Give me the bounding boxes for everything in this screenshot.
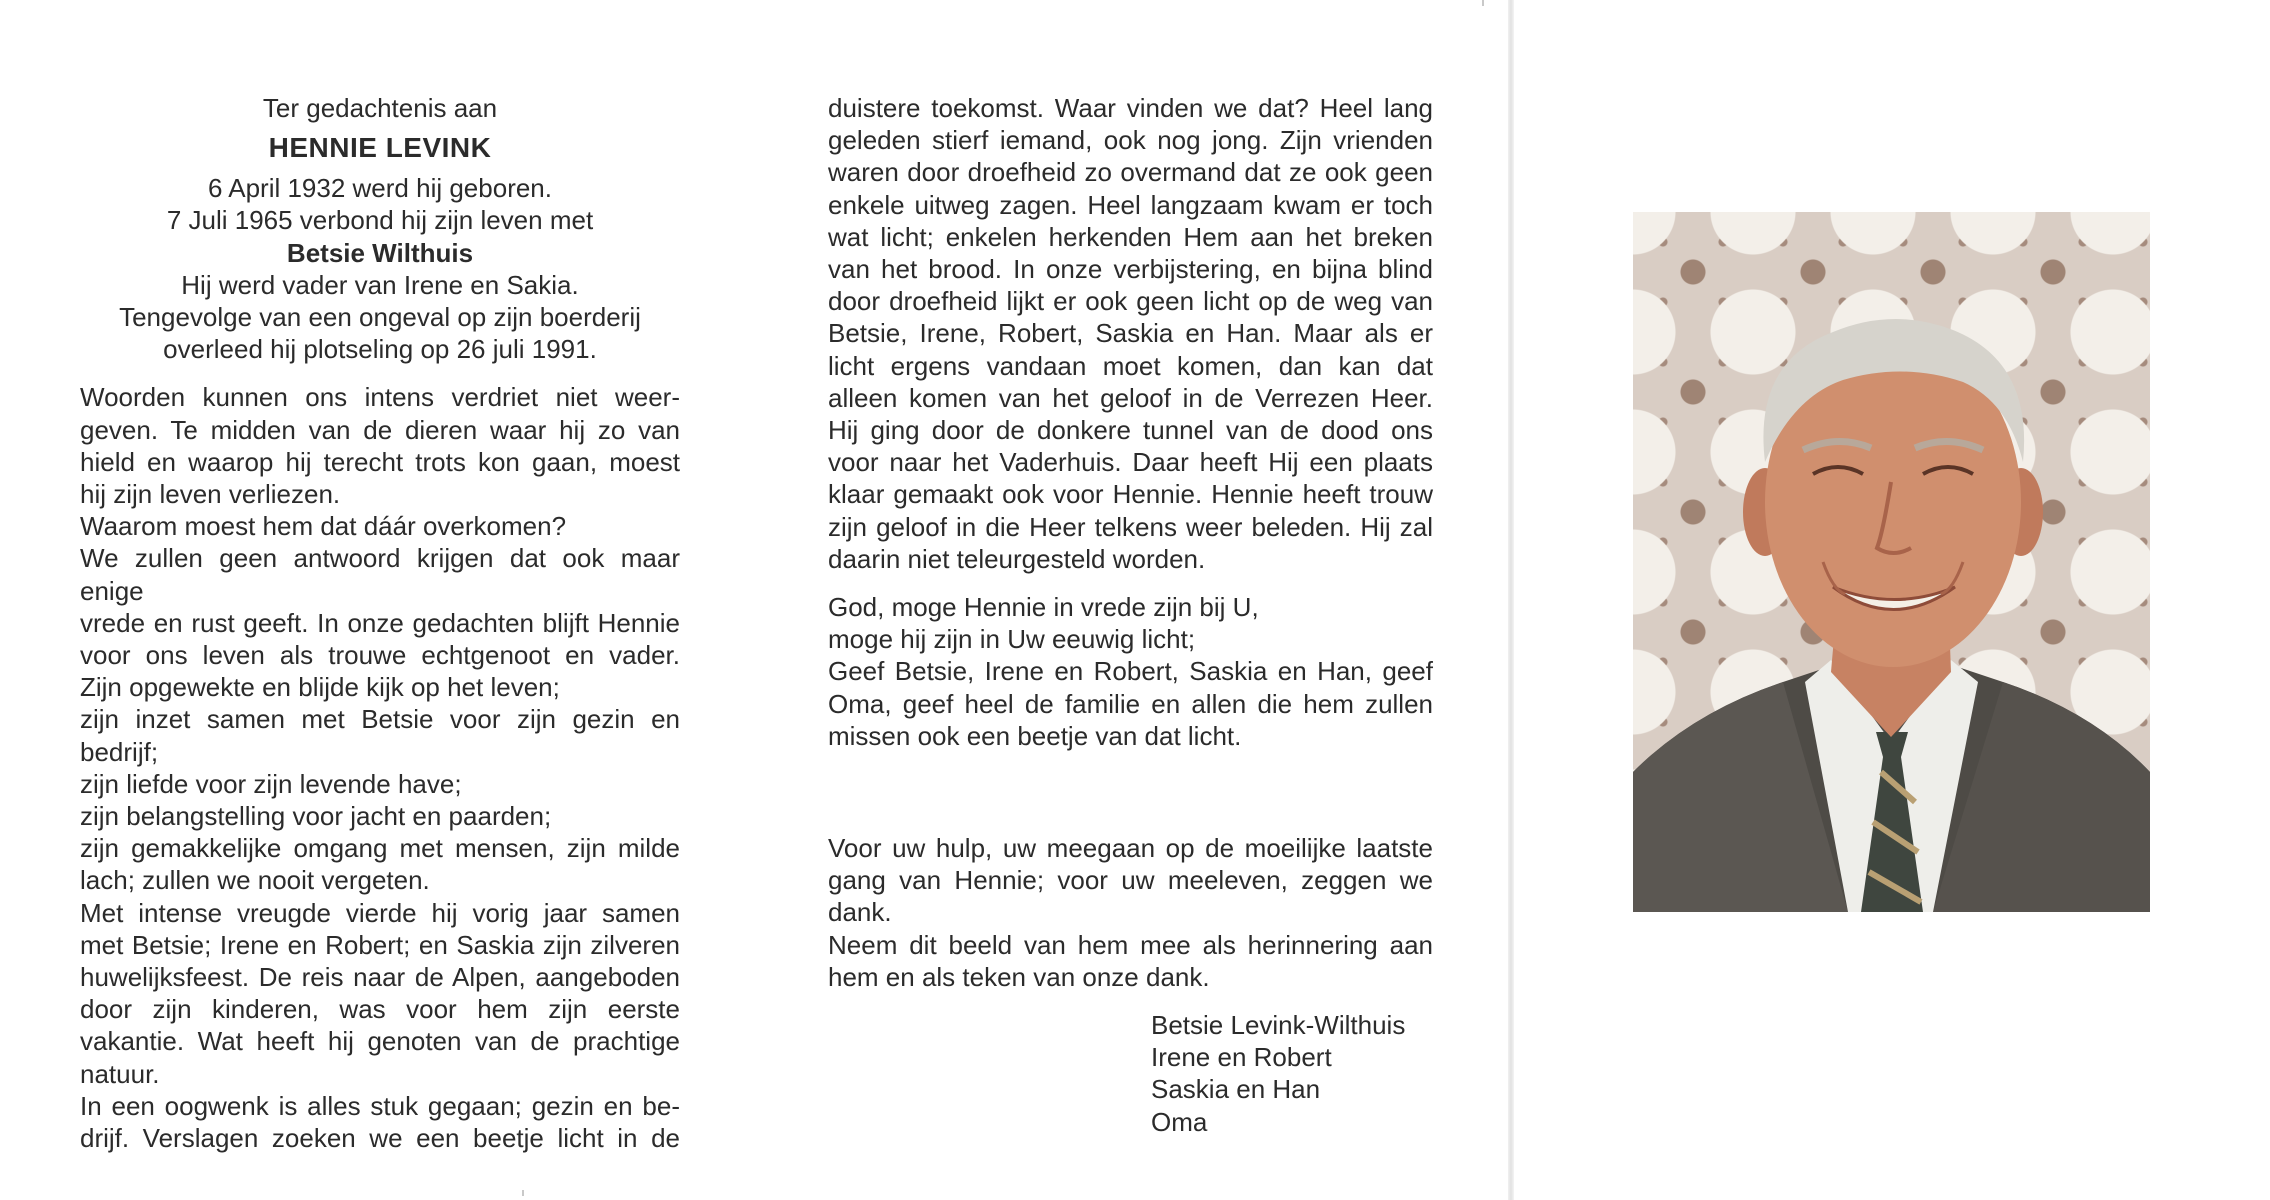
signature-line: Irene en Robert [1151, 1042, 1332, 1073]
left-column [80, 92, 680, 1154]
memorial-header [80, 92, 680, 365]
birth-line: 6 April 1932 werd hij geboren. [207, 173, 552, 204]
print-mark [1482, 0, 1484, 6]
prayer-line: Geef Betsie, Irene en Robert, Saskia en Han, geef [828, 656, 1433, 687]
text-line: met Betsie; Irene en Robert; en Saskia zijn zilveren [80, 929, 680, 960]
text-line: vrede en rust geeft. In onze gedachten blijft Hennie [80, 607, 680, 638]
text-line: drijf. Verslagen zoeken we een beetje licht in de [80, 1123, 680, 1154]
text-line: daarin niet teleurgesteld worden. [828, 543, 1206, 574]
prayer-line: missen ook een beetje van dat licht. [828, 720, 1242, 751]
text-line: zijn inzet samen met Betsie voor zijn gezin en [80, 704, 680, 735]
text-line: wat licht; enkelen herkenden Hem aan het breken [828, 221, 1433, 252]
text-line: door droefheid lijkt er ook geen licht op de weg van [828, 286, 1433, 317]
text-line: licht ergens vandaan moet komen, dan kan dat [828, 350, 1433, 381]
signature-line: Saskia en Han [1151, 1074, 1321, 1105]
text-line: geven. Te midden van de dieren waar hij zo van [80, 414, 680, 445]
text-line: natuur. [80, 1058, 160, 1089]
text-line: hield en waarop hij terecht trots kon gaan, moest [80, 446, 680, 477]
thanks-line: Neem dit beeld van hem mee als herinnering aan [828, 929, 1433, 960]
spouse-name: Betsie Wilthuis [286, 237, 474, 268]
text-line: huwelijksfeest. De reis naar de Alpen, aangeboden [80, 962, 680, 993]
death-line: overleed hij plotseling op 26 juli 1991. [163, 334, 597, 365]
text-line: zijn geloof in die Heer telkens weer beleden. Hij zal [828, 511, 1433, 542]
text-line: Hij ging door de donkere tunnel van de dood ons [828, 415, 1433, 446]
signature-block [828, 1009, 1433, 1138]
prayer-line: Oma, geef heel de familie en allen die hem zullen [828, 688, 1433, 719]
prayer-line: God, moge Hennie in vrede zijn bij U, [828, 592, 1259, 623]
text-line: voor naar het Vaderhuis. Daar heeft Hij een plaats [828, 447, 1433, 478]
text-line: vakantie. Wat heeft hij genoten van de prachtige [80, 1026, 680, 1057]
text-line: zijn liefde voor zijn levende have; [80, 768, 462, 799]
thanks-line: gang van Hennie; voor uw meeleven, zeggen we [828, 865, 1433, 896]
deceased-name: HENNIE LEVINK [268, 132, 492, 164]
signature-line: Betsie Levink-Wilthuis [1151, 1010, 1406, 1041]
text-line: zijn gemakkelijke omgang met mensen, zijn milde [80, 833, 680, 864]
text-line: enkele uitweg zagen. Heel langzaam kwam er toch [828, 189, 1433, 220]
thanks-line: hem en als teken van onze dank. [828, 961, 1210, 992]
signature-line: Oma [1151, 1106, 1208, 1137]
prayer-line: moge hij zijn in Uw eeuwig licht; [828, 624, 1196, 655]
accident-line: Tengevolge van een ongeval op zijn boerderij [119, 302, 641, 333]
text-line: zijn belangstelling voor jacht en paarden; [80, 801, 552, 832]
text-line: door zijn kinderen, was voor hem zijn eerste [80, 994, 680, 1025]
text-line: Betsie, Irene, Robert, Saskia en Han. Maar als er [828, 318, 1433, 349]
thanks-line: dank. [828, 897, 892, 928]
text-line: Waarom moest hem dat dáár overkomen? [80, 511, 567, 542]
text-line: alleen komen van het geloof in de Verrezen Heer. [828, 382, 1433, 413]
marriage-line: 7 Juli 1965 verbond hij zijn leven met [166, 205, 594, 236]
text-line: geleden stierf iemand, ook nog jong. Zijn vrienden [828, 125, 1433, 156]
portrait-figure [1633, 212, 2150, 912]
text-line: Woorden kunnen ons intens verdriet niet weer- [80, 382, 680, 413]
text-line: duistere toekomst. Waar vinden we dat? Heel lang [828, 93, 1433, 123]
text-line: In een oogwenk is alles stuk gegaan; gezin en be- [80, 1090, 680, 1121]
text-line: klaar gemaakt ook voor Hennie. Hennie heeft trouw [828, 479, 1433, 510]
tribute-text [80, 381, 680, 1154]
thanks-paragraph [828, 832, 1433, 993]
middle-column [828, 92, 1433, 1138]
text-line: hij zijn leven verliezen. [80, 479, 341, 510]
faith-paragraph [828, 92, 1433, 575]
print-mark [522, 1190, 524, 1196]
thanks-line: Voor uw hulp, uw meegaan op de moeilijke laatste [828, 833, 1433, 864]
intro-line: Ter gedachtenis aan [262, 93, 498, 123]
text-line: waren door droefheid zo overmand dat ze ook geen [828, 157, 1433, 188]
portrait-photo [1633, 212, 2150, 912]
text-line: We zullen geen antwoord krijgen dat ook maar enige [80, 543, 680, 606]
prayer-paragraph [828, 591, 1433, 752]
text-line: Zijn opgewekte en blijde kijk op het leven; [80, 672, 560, 703]
children-line: Hij werd vader van Irene en Sakia. [181, 269, 579, 300]
text-line: van het brood. In onze verbijstering, en bijna blind [828, 254, 1433, 285]
text-line: voor ons leven als trouwe echtgenoot en vader. [80, 640, 680, 671]
text-line: Met intense vreugde vierde hij vorig jaar samen [80, 897, 680, 928]
text-line: bedrijf; [80, 736, 159, 767]
text-line: lach; zullen we nooit vergeten. [80, 865, 430, 896]
